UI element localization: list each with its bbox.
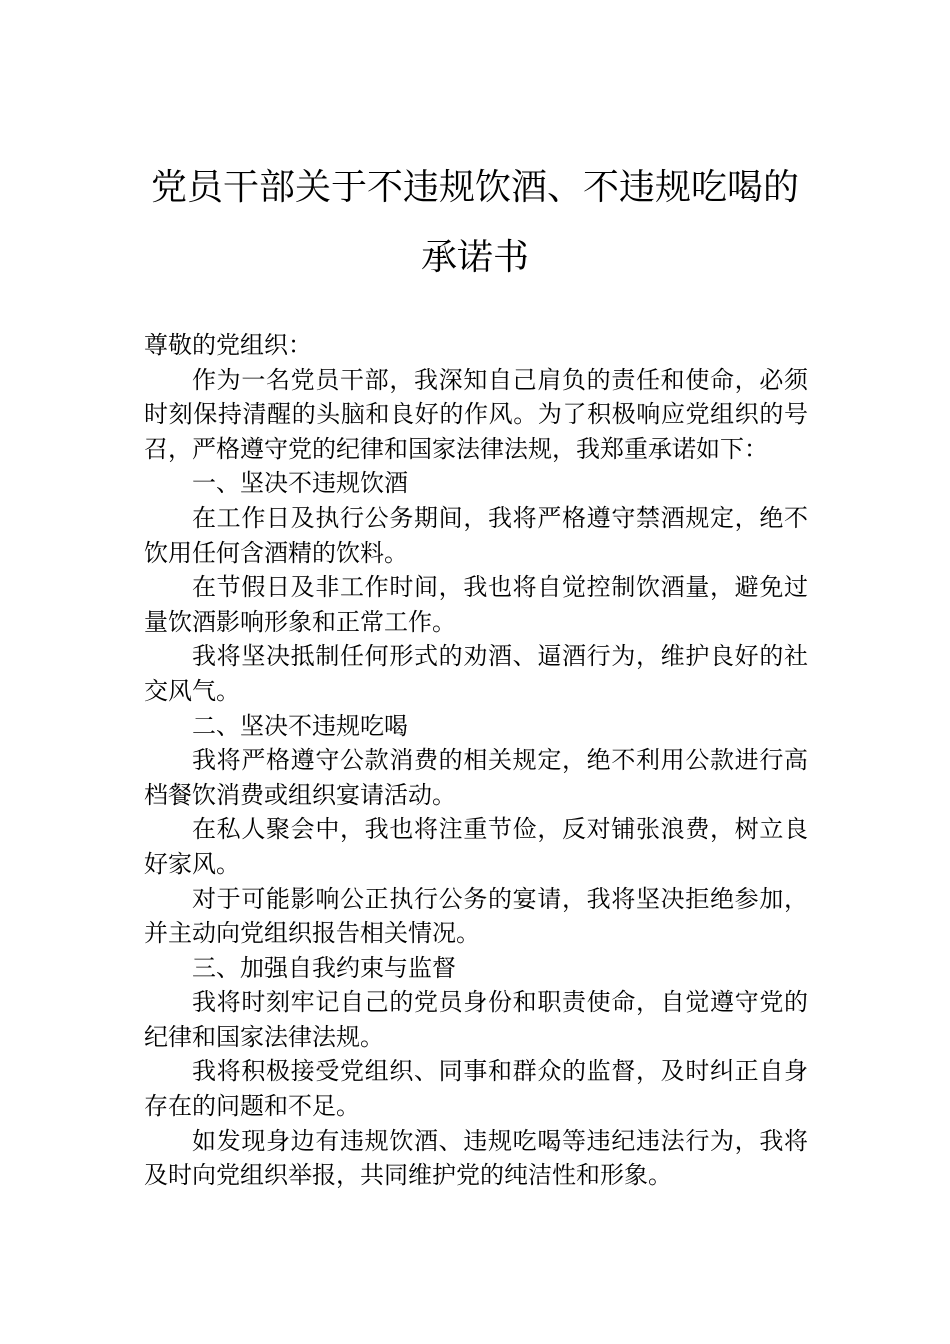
intro-paragraph: 作为一名党员干部，我深知自己肩负的责任和使命，必须时刻保持清醒的头脑和良好的作风。为了积极响应党组织的号召，严格遵守党的纪律和国家法律法规，我郑重承诺如下： bbox=[144, 365, 808, 463]
paragraph: 在私人聚会中，我也将注重节俭，反对铺张浪费，树立良好家风。 bbox=[144, 815, 808, 878]
document-body bbox=[144, 328, 808, 1193]
paragraph: 在工作日及执行公务期间，我将严格遵守禁酒规定，绝不饮用任何含酒精的饮料。 bbox=[144, 503, 808, 567]
paragraph: 在节假日及非工作时间，我也将自觉控制饮酒量，避免过量饮酒影响形象和正常工作。 bbox=[144, 573, 808, 636]
document-title-line-2: 承诺书 bbox=[420, 237, 529, 278]
paragraph: 我将坚决抵制任何形式的劝酒、逼酒行为，维护良好的社交风气。 bbox=[144, 642, 808, 705]
section-heading-2: 二、坚决不违规吃喝 bbox=[192, 711, 408, 740]
section-heading-3: 三、加强自我约束与监督 bbox=[192, 953, 456, 982]
paragraph: 如发现身边有违规饮酒、违规吃喝等违纪违法行为，我将及时向党组织举报，共同维护党的纯洁性和形象。 bbox=[144, 1126, 808, 1190]
paragraph: 对于可能影响公正执行公务的宴请，我将坚决拒绝参加，并主动向党组织报告相关情况。 bbox=[144, 884, 808, 948]
document-title-line-1: 党员干部关于不违规饮酒、不违规吃喝的 bbox=[150, 167, 799, 208]
paragraph: 我将时刻牢记自己的党员身份和职责使命，自觉遵守党的纪律和国家法律法规。 bbox=[144, 988, 808, 1051]
paragraph: 我将积极接受党组织、同事和群众的监督，及时纠正自身存在的问题和不足。 bbox=[144, 1057, 808, 1121]
paragraph: 我将严格遵守公款消费的相关规定，绝不利用公款进行高档餐饮消费或组织宴请活动。 bbox=[144, 746, 808, 809]
section-heading-1: 一、坚决不违规饮酒 bbox=[192, 469, 408, 498]
salutation: 尊敬的党组织： bbox=[144, 331, 312, 359]
